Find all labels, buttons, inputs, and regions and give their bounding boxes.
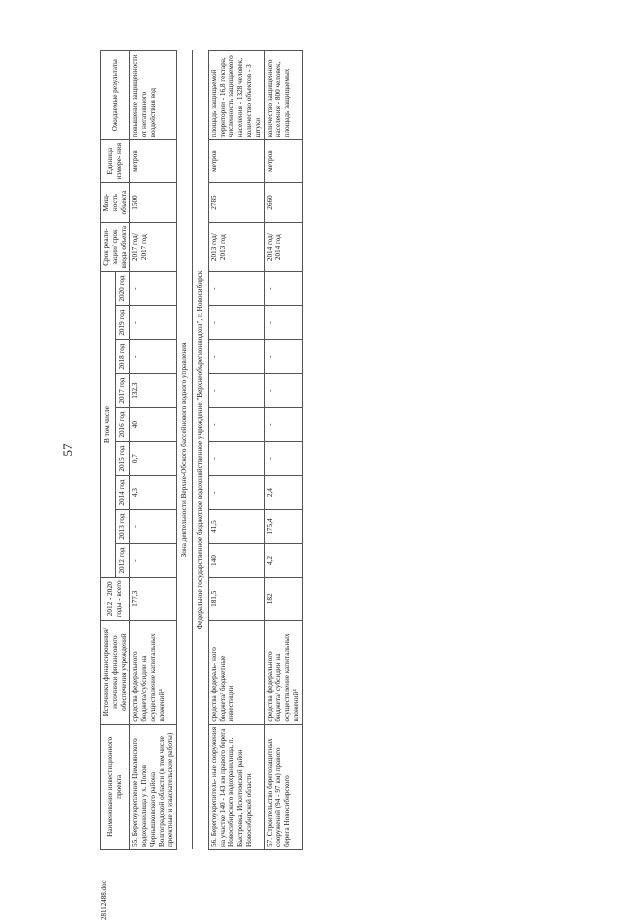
year-value: - xyxy=(208,408,264,442)
header-result: Ожидаемые результаты xyxy=(101,51,130,140)
table-body-section-b xyxy=(208,51,302,850)
year-value: 2,4 xyxy=(264,476,302,510)
total-value: 182 xyxy=(264,578,302,620)
year-value: 0,7 xyxy=(130,442,177,476)
agency-title: Федеральное государственное бюджетное водохозяйственное учреждение "Верхнеобърегионводхоз", г. Новосибирск xyxy=(193,51,209,850)
zone-title: Зона деятельности Верхне-Обского бассейнового водного управления xyxy=(177,51,193,850)
row-number: 57. xyxy=(265,838,274,847)
header-year: 2017 год xyxy=(115,374,130,408)
expected-result: количество защищенного населения - 800 человек, площадь защищаемых xyxy=(264,51,302,140)
year-value: - xyxy=(130,306,177,340)
header-capacity: Мощ- ность объекта xyxy=(101,182,130,222)
header-total: 2012 - 2020 годы - всего xyxy=(101,578,130,620)
year-value: - xyxy=(264,374,302,408)
table-header xyxy=(101,51,130,850)
year-value: - xyxy=(130,340,177,374)
year-value: - xyxy=(264,306,302,340)
year-value: 40 xyxy=(130,408,177,442)
header-year: 2019 год xyxy=(115,306,130,340)
year-value: - xyxy=(130,272,177,306)
term-value: 2014 год/ 2014 год xyxy=(264,223,302,272)
year-value: - xyxy=(208,272,264,306)
page-number: 57 xyxy=(60,443,75,457)
unit-value: метров xyxy=(130,140,177,182)
expected-result: повышение защищенности от негативного воздействия вод xyxy=(130,51,177,140)
zone-section xyxy=(177,51,209,850)
header-year: 2018 год xyxy=(115,340,130,374)
year-value: 4,3 xyxy=(130,476,177,510)
table-body-section-a xyxy=(130,51,177,850)
term-value: 2013 год/ 2013 год xyxy=(208,223,264,272)
project-name: Строительство берегозащитных сооружений (94 - 97 км) правого берега Новосибирского xyxy=(265,738,292,847)
project-name: Берегоукрепитель- ные сооружения на участке 140 - 143 км правого берега Новосибирского водохранилища, п. Быстровка, Искитимский район Новосибирской области xyxy=(209,726,253,847)
year-value: - xyxy=(264,272,302,306)
unit-value: метров xyxy=(264,140,302,182)
year-value: - xyxy=(208,442,264,476)
year-value: 175,4 xyxy=(264,510,302,544)
row-number: 55. xyxy=(131,838,140,847)
header-source: Источники финансирования/ источники финансового обеспечения учреждений xyxy=(101,620,130,724)
table-row xyxy=(130,51,177,850)
year-value: - xyxy=(264,340,302,374)
year-value: - xyxy=(264,408,302,442)
header-year: 2014 год xyxy=(115,476,130,510)
project-name-cell xyxy=(130,724,177,849)
header-year: 2013 год xyxy=(115,510,130,544)
table-row xyxy=(264,51,302,850)
investment-projects-table xyxy=(100,50,303,850)
header-year: 2016 год xyxy=(115,408,130,442)
year-value: 140 xyxy=(208,544,264,578)
header-year: 2020 год xyxy=(115,272,130,306)
capacity-value: 1500 xyxy=(130,182,177,222)
project-name: Берегоукрепление Цимлянского водохранилища у х. Попов Чернышковского района Волгоградской области (в том числе проектные и изыскательские работы) xyxy=(131,732,175,847)
expected-result: площадь защищаемой территории - 16,8 гектара, численность защищаемого населения - 1328 человек, количество объектов - 3 штуки xyxy=(208,51,264,140)
year-value: - xyxy=(130,510,177,544)
total-value: 177,3 xyxy=(130,578,177,620)
year-value: - xyxy=(208,374,264,408)
year-value: - xyxy=(208,306,264,340)
rotated-table-sheet xyxy=(60,50,620,920)
header-year: 2012 год xyxy=(115,544,130,578)
funding-source: средства федерального бюджета/субсидии на осуществление капитальных вложений⁴ xyxy=(130,620,177,724)
capacity-value: 2660 xyxy=(264,182,302,222)
project-name-cell xyxy=(208,724,264,849)
year-value: - xyxy=(264,442,302,476)
capacity-value: 2785 xyxy=(208,182,264,222)
year-value: 4,2 xyxy=(264,544,302,578)
year-value: - xyxy=(208,340,264,374)
project-name-cell xyxy=(264,724,302,849)
header-name: Наименование инвестиционного проекта xyxy=(101,724,130,849)
year-value: - xyxy=(130,544,177,578)
funding-source: средства федераль- ного бюджета/ бюджетные инвестиции xyxy=(208,620,264,724)
header-term: Срок реали- зации/ срок ввода объекта xyxy=(101,223,130,272)
header-year: 2015 год xyxy=(115,442,130,476)
header-including: В том числе xyxy=(101,272,116,578)
term-value: 2017 год/ 2017 год xyxy=(130,223,177,272)
year-value: 132,3 xyxy=(130,374,177,408)
year-value: - xyxy=(208,476,264,510)
header-unit: Единица измере- ния xyxy=(101,140,130,182)
unit-value: метров xyxy=(208,140,264,182)
document-reference: 28112488.doc xyxy=(100,880,108,920)
row-number: 56. xyxy=(209,838,218,847)
funding-source: средства федерального бюджета/ субсидии на осуществление капитальных вложений⁴ xyxy=(264,620,302,724)
year-value: 41,5 xyxy=(208,510,264,544)
total-value: 181,5 xyxy=(208,578,264,620)
table-row xyxy=(208,51,264,850)
